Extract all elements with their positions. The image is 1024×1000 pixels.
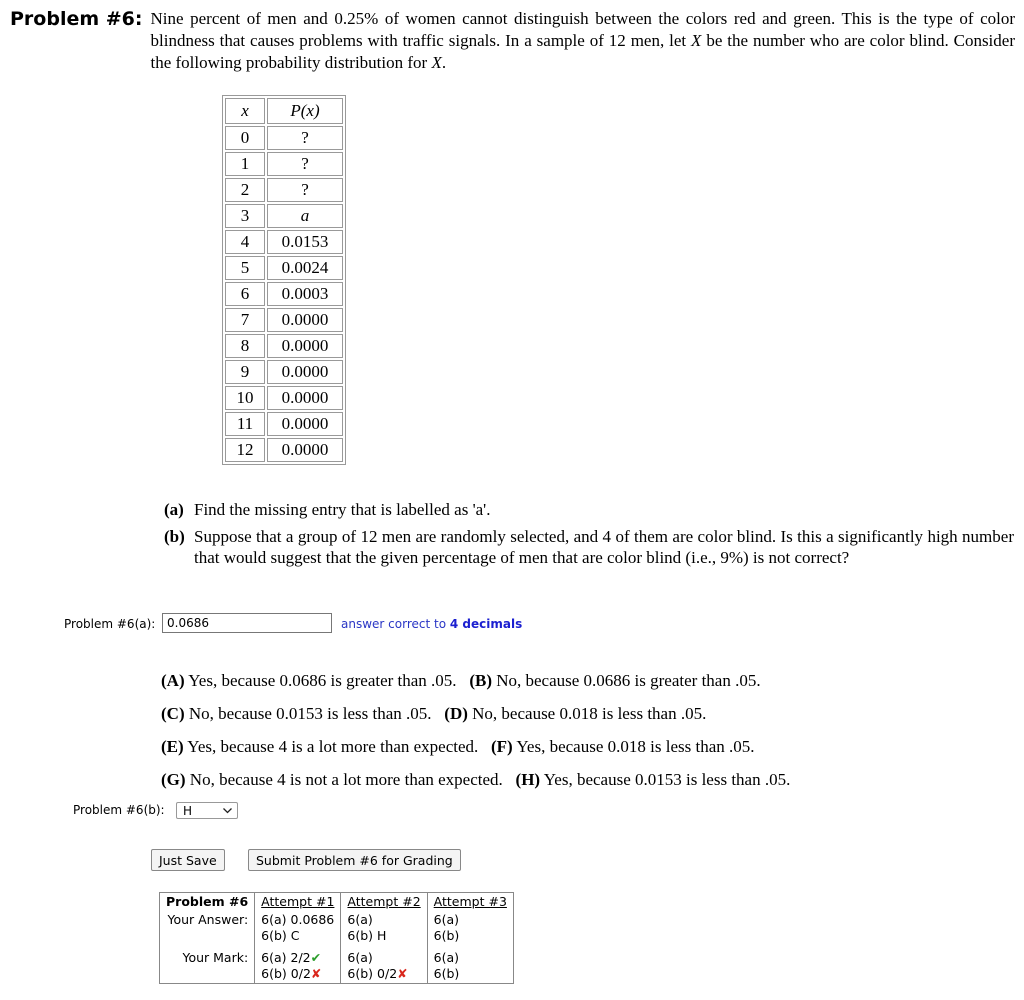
attempt-1-marks (255, 945, 341, 984)
choice-key: (D) (444, 704, 468, 723)
hint-prefix: answer correct to (341, 617, 447, 631)
cross-icon: ✘ (397, 966, 408, 981)
question-b-label: (b) (164, 527, 185, 546)
px-cell: 0.0000 (267, 308, 343, 332)
table-row (225, 178, 343, 202)
x-cell: 2 (225, 178, 265, 202)
mark-a-text: 6(a) 2/2 (261, 950, 311, 965)
mark-a (261, 950, 334, 966)
problem-text-part: be the number who are color blind. Consider the following probability distribution for (150, 31, 1015, 72)
table-row (225, 126, 343, 150)
choice-d (444, 704, 706, 723)
mark-a-text: 6(a) (347, 950, 373, 965)
px-cell: 0.0000 (267, 438, 343, 462)
choice-text: No, because 0.0153 is less than .05. (188, 704, 432, 723)
your-answer-label: Your Answer: (167, 912, 249, 927)
question-b (164, 526, 1014, 568)
choice-f (491, 737, 755, 756)
x-cell: 7 (225, 308, 265, 332)
answer-choices (161, 664, 790, 796)
mark-b-text: 6(b) (433, 966, 460, 981)
x-cell: 3 (225, 204, 265, 228)
x-cell: 1 (225, 152, 265, 176)
table-row (225, 256, 343, 280)
attempt-3-marks (427, 945, 513, 984)
question-b-text: Suppose that a group of 12 men are randomly selected, and 4 of them are color blind. Is this a significantly high number that would suggest that the given percentage of men that are color blind (i.e., 9%) is not correct? (194, 527, 1014, 567)
choice-e (161, 737, 478, 756)
px-cell: ? (267, 126, 343, 150)
attempts-problem-title: Problem #6 (166, 894, 249, 909)
px-cell: ? (267, 152, 343, 176)
x-cell: 6 (225, 282, 265, 306)
px-cell: a (267, 204, 343, 228)
choice-text: No, because 4 is not a lot more than expected. (189, 770, 503, 789)
choice-a (161, 671, 457, 690)
choice-text: Yes, because 0.0686 is greater than .05. (188, 671, 457, 690)
part-a-answer-input[interactable]: 0.0686 (162, 613, 332, 633)
question-a-text: Find the missing entry that is labelled as 'a'. (194, 500, 491, 519)
table-row (225, 230, 343, 254)
table-row (225, 360, 343, 384)
header-px: P(x) (267, 98, 343, 124)
table-row (225, 438, 343, 462)
choice-key: (E) (161, 737, 184, 756)
your-mark-label: Your Mark: (182, 950, 249, 965)
answer-a: 6(a) 0.0686 (261, 912, 335, 927)
variable-x: X (431, 53, 442, 72)
choice-row (161, 730, 790, 763)
choice-c (161, 704, 432, 723)
header-x: x (225, 98, 265, 124)
attempt-2-title[interactable]: Attempt #2 (347, 894, 421, 909)
px-cell: 0.0000 (267, 360, 343, 384)
problem-statement (151, 8, 1016, 74)
px-cell: 0.0003 (267, 282, 343, 306)
variable-x: X (691, 31, 702, 50)
mark-a (347, 950, 420, 966)
x-cell: 9 (225, 360, 265, 384)
table-row (225, 308, 343, 332)
table-row (225, 412, 343, 436)
answer-a: 6(a) (433, 912, 460, 927)
px-cell: 0.0153 (267, 230, 343, 254)
just-save-button[interactable]: Just Save (151, 849, 225, 871)
attempts-header-row (160, 893, 514, 912)
question-a-label: (a) (164, 500, 184, 519)
answer-b: 6(b) C (261, 928, 300, 943)
attempt-2-answers (341, 911, 427, 945)
px-cell: 0.0000 (267, 334, 343, 358)
x-cell: 11 (225, 412, 265, 436)
x-cell: 0 (225, 126, 265, 150)
mark-b-text: 6(b) 0/2 (261, 966, 311, 981)
x-cell: 5 (225, 256, 265, 280)
mark-b-text: 6(b) 0/2 (347, 966, 398, 981)
problem-header (10, 8, 1015, 74)
choice-text: Yes, because 4 is a lot more than expected. (187, 737, 479, 756)
cross-icon: ✘ (310, 966, 322, 981)
attempt-1-header[interactable] (255, 893, 341, 912)
part-a-label: Problem #6(a): (64, 617, 156, 631)
attempt-2-header[interactable] (341, 893, 427, 912)
answer-b: 6(b) (433, 928, 460, 943)
choice-row (161, 664, 790, 697)
choice-g (161, 770, 503, 789)
problem-text-part: Nine percent of men and 0.25% of women cannot distinguish between the colors red and green. This is the type of color blindness that causes problems with traffic signals. In a sample of 12 men, let (150, 9, 1015, 50)
choice-text: No, because 0.0686 is greater than .05. (496, 671, 761, 690)
marks-row (160, 945, 514, 984)
mark-a-text: 6(a) (433, 950, 460, 965)
questions (164, 499, 1014, 574)
x-cell: 8 (225, 334, 265, 358)
attempt-3-answers (427, 911, 513, 945)
choice-key: (F) (491, 737, 513, 756)
question-a (164, 499, 1014, 520)
problem-title: Problem #6: (10, 8, 143, 30)
part-b-selected-value: H (183, 804, 193, 818)
mark-b (347, 966, 420, 982)
attempts-table (159, 892, 514, 984)
choice-key: (C) (161, 704, 185, 723)
px-cell: 0.0000 (267, 386, 343, 410)
table-row (225, 152, 343, 176)
choice-key: (B) (469, 671, 492, 690)
table-row (225, 386, 343, 410)
probability-distribution-table (222, 95, 346, 465)
attempts-problem-header (160, 893, 255, 912)
attempt-1-title[interactable]: Attempt #1 (261, 894, 335, 909)
choice-key: (H) (515, 770, 541, 789)
answer-b: 6(b) H (347, 928, 387, 943)
choice-key: (G) (161, 770, 186, 789)
choice-row (161, 697, 790, 730)
px-cell: 0.0024 (267, 256, 343, 280)
px-cell: ? (267, 178, 343, 202)
check-icon: ✔ (310, 950, 322, 965)
attempt-1-answers (255, 911, 341, 945)
answer-a: 6(a) (347, 912, 373, 927)
mark-b (261, 966, 334, 982)
table-row (225, 334, 343, 358)
choice-text: Yes, because 0.018 is less than .05. (516, 737, 755, 756)
chevron-down-icon (222, 803, 233, 823)
table-row (225, 282, 343, 306)
choice-text: No, because 0.018 is less than .05. (472, 704, 707, 723)
attempt-3-header[interactable] (427, 893, 513, 912)
attempt-2-marks (341, 945, 427, 984)
choice-row (161, 763, 790, 796)
table-row (225, 204, 343, 228)
px-cell: 0.0000 (267, 412, 343, 436)
x-cell: 10 (225, 386, 265, 410)
mark-b (434, 966, 507, 982)
problem-text-part: . (441, 53, 447, 72)
mark-a (434, 950, 507, 966)
choice-text: Yes, because 0.0153 is less than .05. (543, 770, 791, 789)
answers-row (160, 911, 514, 945)
choice-key: (A) (161, 671, 185, 690)
x-cell: 4 (225, 230, 265, 254)
choice-h (516, 770, 791, 789)
part-b-label: Problem #6(b): (73, 803, 165, 817)
part-a-hint (341, 617, 522, 631)
table-header-row (225, 98, 343, 124)
x-cell: 12 (225, 438, 265, 462)
submit-for-grading-button[interactable]: Submit Problem #6 for Grading (248, 849, 461, 871)
part-b-select[interactable] (176, 802, 238, 819)
choice-b (469, 671, 760, 690)
hint-decimals: 4 decimals (449, 617, 523, 631)
attempt-3-title[interactable]: Attempt #3 (433, 894, 507, 909)
